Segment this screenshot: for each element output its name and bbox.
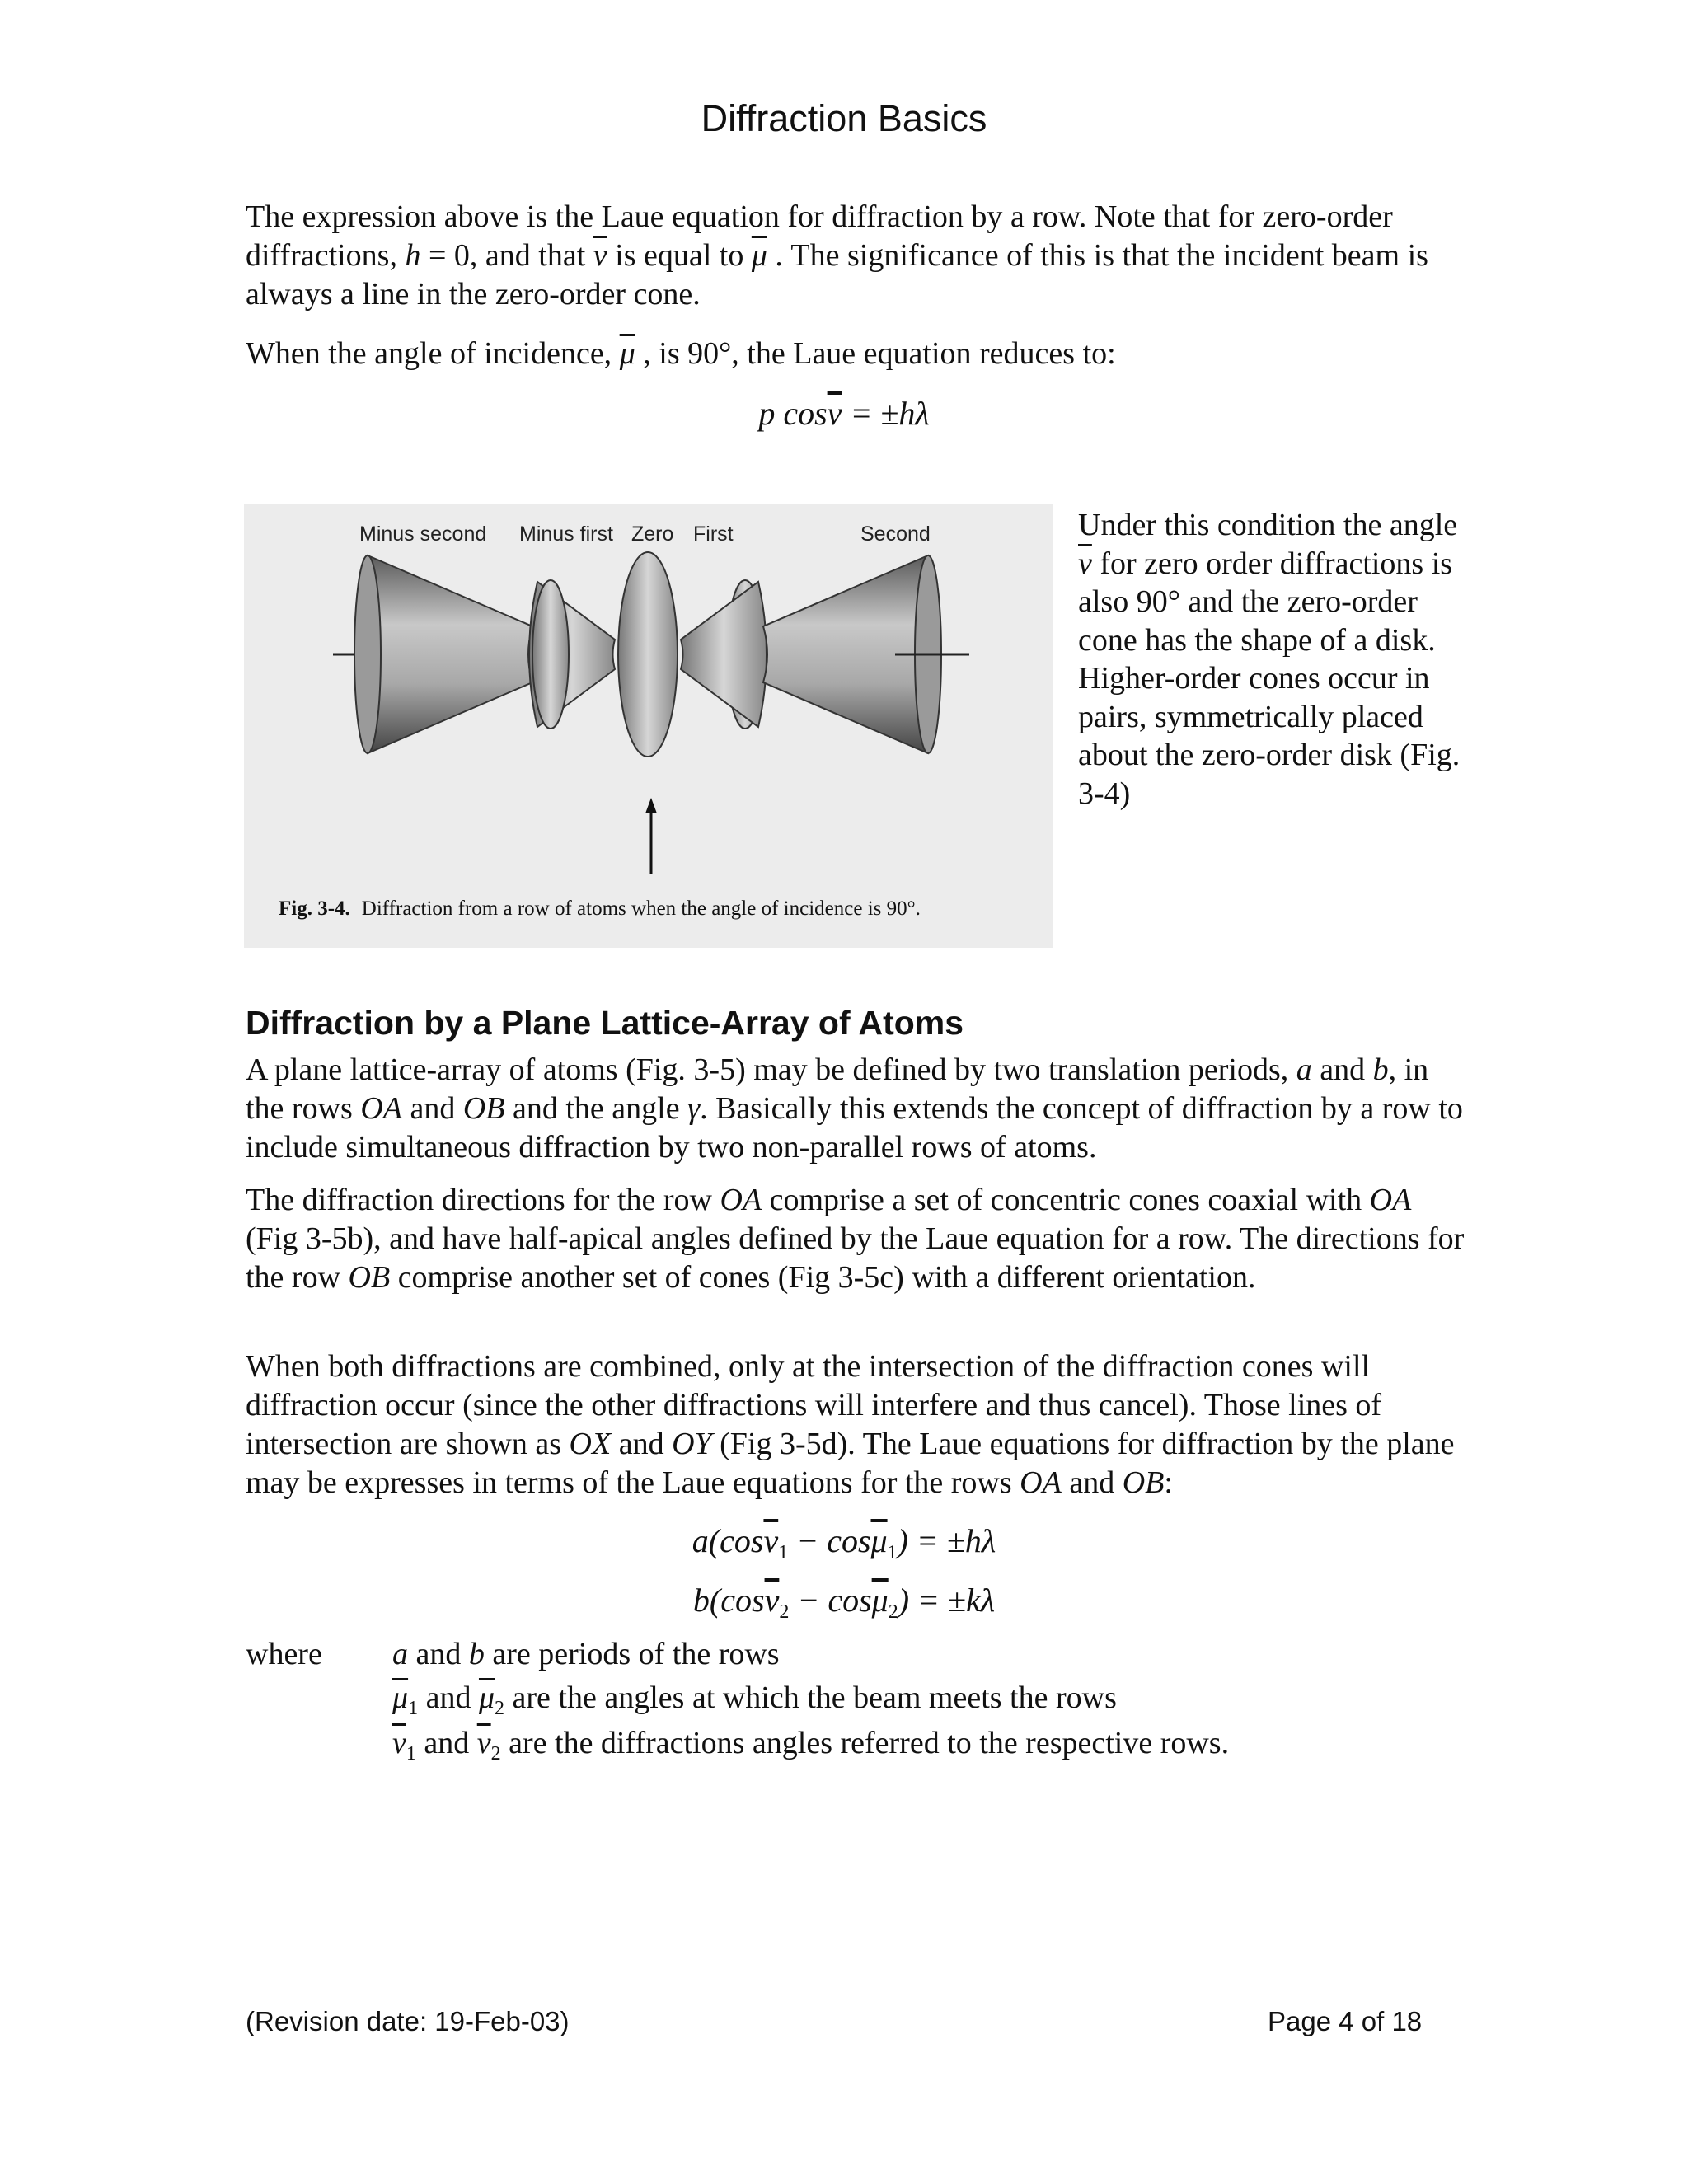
paragraph-plane-lattice: A plane lattice-array of atoms (Fig. 3-5) may be defined by two translation periods, a and b, in the rows OA and OB and the angle γ. Basically this extends the concept of diffraction by a row to include simultaneous diffraction by two non-parallel rows of atoms. (246, 1052, 1463, 1165)
symbol-nu: $\overline{\nu}$ (1078, 546, 1092, 581)
label-first: First (693, 523, 734, 546)
where-row-periods: a and b are periods of the rows (392, 1637, 780, 1671)
paragraph-laue-row: The expression above is the Laue equation for diffraction by a row. Note that for zero-order diffractions, h = 0, and that $\overline{\nu}$ is equal to $\overline{\mu}$ . The significance of this is that the incident beam is always a line in the zero-order cone. (246, 199, 1428, 312)
where-row-mu: $\overline{\mu}_1$ and $\overline{\mu}_2$ are the angles at which the beam meets the rows (392, 1680, 1117, 1719)
symbol-nu: $\overline{\nu}$ (827, 395, 842, 432)
paragraph-diffraction-directions: The diffraction directions for the row OA comprise a set of concentric cones coaxial with OA (Fig 3-5b), and have half-apical angles defined by the Laue equation for a row. The directions for the row OB comprise another set of cones (Fig 3-5c) with a different orientation. (246, 1183, 1465, 1295)
symbol-gamma: γ (687, 1091, 701, 1126)
symbol-mu: $\overline{\mu}$ (751, 238, 767, 273)
equation-row-ob: $b(\cos\overline{\nu}_2 - \cos\overline{\mu}_2) = \pm k\lambda$ (692, 1582, 996, 1623)
figure-side-text: Under this condition the angle $\overline{\nu}$ for zero order diffractions is also 90° and the zero-order cone has the shape of a disk. Higher-order cones occur in pairs, symmetrically placed about the zero-order disk (Fig. 3-4) (1078, 508, 1461, 811)
equation-row-oa: $a(\cos\overline{\nu}_1 - \cos\overline{\mu}_1) = \pm h\lambda$ (692, 1522, 996, 1563)
label-second: Second (860, 523, 931, 546)
cone-labels (359, 523, 931, 546)
section-heading: Diffraction by a Plane Lattice-Array of Atoms (246, 1004, 964, 1042)
symbol-mu: $\overline{\mu}$ (619, 336, 635, 371)
cone-minus-second (355, 555, 532, 753)
footer-revision-date: (Revision date: 19-Feb-03) (246, 2006, 570, 2036)
equation-reduced-laue: p $\cos\overline{\nu} = \pm h\lambda$ (758, 395, 930, 432)
where-label: where (246, 1637, 322, 1671)
figure-caption: Fig. 3-4. Diffraction from a row of atoms when the angle of incidence is 90°. (279, 898, 921, 920)
symbol-nu: $\overline{\nu}$ (593, 238, 607, 273)
footer-page-number: Page 4 of 18 (1268, 2006, 1423, 2036)
disk-zero (618, 552, 678, 757)
label-minus-second: Minus second (359, 523, 487, 546)
diffraction-cones-diagram (244, 504, 1053, 948)
var-h: h (405, 238, 421, 273)
paragraph-combined-diffraction: When both diffractions are combined, only at the intersection of the diffraction cones will diffraction occur (since the other diffractions will interfere and thus cancel). Those lines of intersection are shown as OX and OY (Fig 3-5d). The Laue equations for diffraction by the plane may be expresses in terms of the Laue equations for the rows OA and OB: (246, 1349, 1455, 1500)
page-header-title: Diffraction Basics (701, 97, 987, 139)
figure-3-4 (244, 504, 1053, 948)
label-minus-first: Minus first (519, 523, 613, 546)
paragraph-angle-incidence: When the angle of incidence, $\overline{\mu}$ , is 90°, the Laue equation reduces to: (246, 336, 1116, 371)
where-row-nu: $\overline{\nu}_1$ and $\overline{\nu}_2$ are the diffractions angles referred to the respective rows. (392, 1726, 1230, 1765)
label-zero: Zero (631, 523, 674, 546)
